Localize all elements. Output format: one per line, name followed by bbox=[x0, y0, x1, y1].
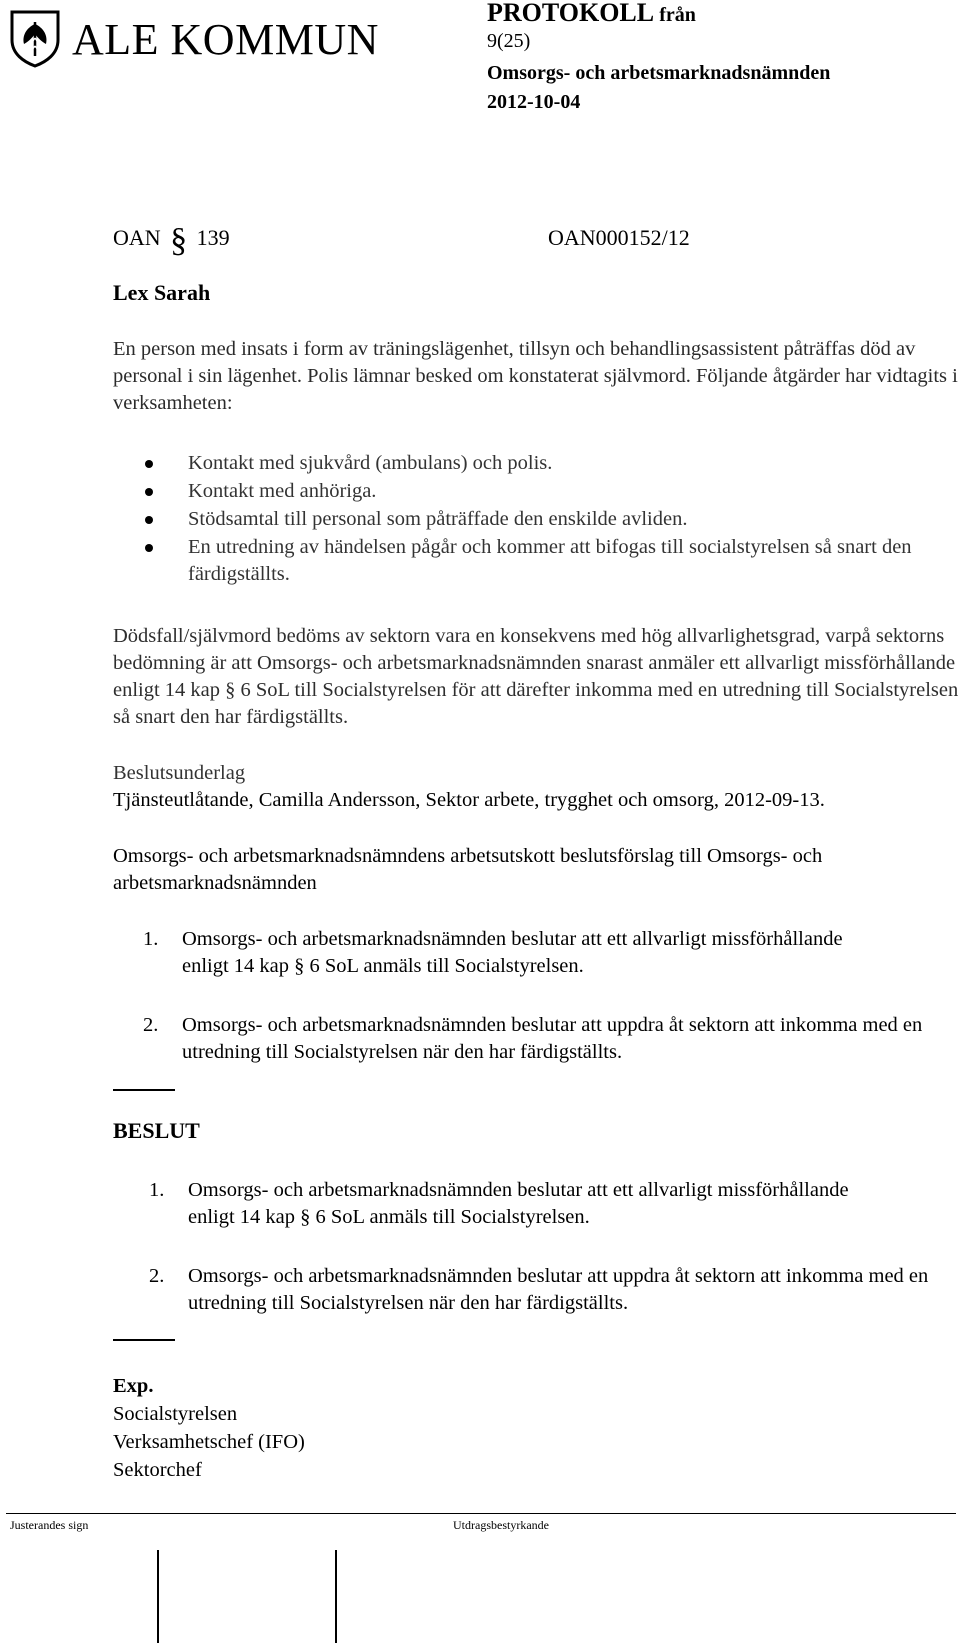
list-item bbox=[145, 534, 960, 588]
document-type-main: PROTOKOLL bbox=[487, 0, 653, 27]
document-type bbox=[487, 0, 696, 28]
section-symbol: § bbox=[170, 222, 188, 259]
dispatch-recipient: Sektorchef bbox=[113, 1459, 202, 1481]
basis-heading: Beslutsunderlag bbox=[113, 762, 246, 784]
meeting-date: 2012-10-04 bbox=[487, 91, 581, 113]
proposal-item-2 bbox=[113, 1012, 960, 1066]
bullet-icon bbox=[145, 544, 153, 552]
item-number: 1. bbox=[149, 1179, 165, 1201]
case-title: Lex Sarah bbox=[113, 280, 211, 305]
item-number: 1. bbox=[143, 928, 159, 950]
item-text: Omsorgs- och arbetsmarknadsnämnden beslutar att uppdra åt sektorn att inkomma med en utredning till Socialstyrelsen när den har färdigställts. bbox=[182, 1014, 923, 1063]
list-item-text: Stödsamtal till personal som påträffade den enskilde avliden. bbox=[188, 508, 688, 530]
footer-divider bbox=[6, 1513, 956, 1514]
case-reference: OAN000152/12 bbox=[548, 225, 690, 250]
proposal-heading: Omsorgs- och arbetsmarknadsnämndens arbetsutskott beslutsförslag till Omsorgs- och arbetsmarknadsnämnden bbox=[113, 845, 823, 894]
signature-label: Justerandes sign bbox=[10, 1518, 89, 1532]
municipality-logo bbox=[8, 8, 379, 70]
dispatch-recipient: Verksamhetschef (IFO) bbox=[113, 1431, 305, 1453]
list-item bbox=[145, 478, 960, 505]
proposal-item-1 bbox=[113, 926, 960, 980]
measures-list bbox=[145, 450, 960, 589]
case-section-number: 139 bbox=[196, 225, 230, 250]
decision-item-1 bbox=[113, 1177, 960, 1231]
tree-crest-icon bbox=[8, 8, 62, 68]
extract-certification-label: Utdragsbestyrkande bbox=[453, 1518, 549, 1532]
item-text: Omsorgs- och arbetsmarknadsnämnden beslutar att ett allvarligt missförhållande enligt 14 kap § 6 SoL anmäls till Socialstyrelsen. bbox=[188, 1179, 849, 1228]
assessment-paragraph: Dödsfall/självmord bedöms av sektorn vara en konsekvens med hög allvarlighetsgrad, varpå sektorns bedömning är att Omsorgs- och arbetsmarknadsnämnden snarast anmäler ett allvarligt missförhållande enligt 14 kap § 6 SoL till Socialstyrelsen för att därefter inkomma med en utredning till Socialstyrelsen så snart den har färdigställts. bbox=[113, 625, 959, 728]
list-item bbox=[145, 506, 960, 533]
org-name: ALE KOMMUN bbox=[72, 15, 379, 64]
dispatch-heading: Exp. bbox=[113, 1375, 154, 1397]
document-type-suffix: från bbox=[659, 4, 696, 26]
dispatch-block bbox=[113, 1372, 305, 1484]
intro-paragraph: En person med insats i form av träningslägenhet, tillsyn och behandlingsassistent påträffas död av personal i sin lägenhet. Polis lämnar besked om konstaterat självmord. Följande åtgärder har vidtagits i verksamheten: bbox=[113, 338, 958, 414]
page-number: 9(25) bbox=[487, 30, 531, 52]
dispatch-recipient: Socialstyrelsen bbox=[113, 1403, 238, 1425]
decision-heading: BESLUT bbox=[113, 1118, 200, 1143]
signature-box-divider bbox=[157, 1550, 159, 1643]
list-item-text: En utredning av händelsen pågår och kommer att bifogas till socialstyrelsen så snart den färdigställts. bbox=[188, 536, 912, 585]
bullet-icon bbox=[145, 460, 153, 468]
decision-item-2 bbox=[113, 1263, 960, 1317]
list-item bbox=[145, 450, 960, 477]
list-item-text: Kontakt med anhöriga. bbox=[188, 480, 377, 502]
divider bbox=[113, 1339, 175, 1341]
item-number: 2. bbox=[143, 1014, 159, 1036]
board-name: Omsorgs- och arbetsmarknadsnämnden bbox=[487, 62, 831, 84]
bullet-icon bbox=[145, 516, 153, 524]
case-number bbox=[113, 222, 230, 259]
item-text: Omsorgs- och arbetsmarknadsnämnden beslutar att ett allvarligt missförhållande enligt 14 kap § 6 SoL anmäls till Socialstyrelsen. bbox=[182, 928, 843, 977]
basis-text: Tjänsteutlåtande, Camilla Andersson, Sektor arbete, trygghet och omsorg, 2012-09-13. bbox=[113, 789, 825, 811]
divider bbox=[113, 1089, 175, 1091]
list-item-text: Kontakt med sjukvård (ambulans) och polis. bbox=[188, 452, 553, 474]
item-text: Omsorgs- och arbetsmarknadsnämnden beslutar att uppdra åt sektorn att inkomma med en utredning till Socialstyrelsen när den har färdigställts. bbox=[188, 1265, 929, 1314]
case-prefix: OAN bbox=[113, 225, 161, 250]
signature-box-divider bbox=[335, 1550, 337, 1643]
bullet-icon bbox=[145, 488, 153, 496]
item-number: 2. bbox=[149, 1265, 165, 1287]
